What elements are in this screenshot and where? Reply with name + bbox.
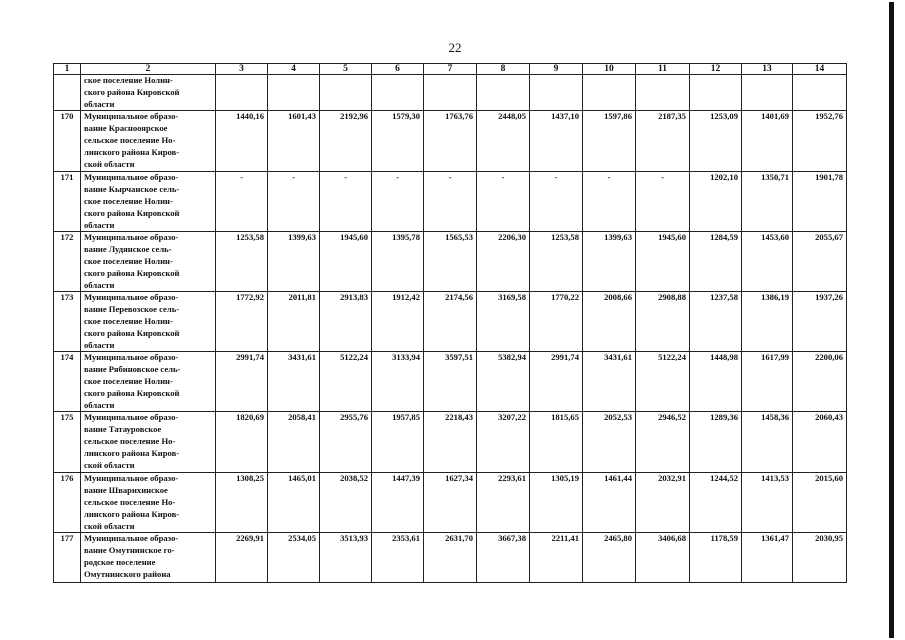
value-cell: 2055,67: [793, 232, 847, 292]
municipality-name: [81, 75, 216, 111]
value-cell: 1448,98: [690, 352, 742, 412]
value-cell: 3597,51: [424, 352, 477, 412]
municipality-name-line: вание Омутнинское го-: [84, 545, 175, 556]
value-cell: 1386,19: [742, 292, 793, 352]
value-cell: 2032,91: [636, 473, 690, 533]
value-cell: [583, 75, 636, 111]
municipality-name-line: сельское поселение Но-: [84, 134, 176, 145]
value-cell: 2011,81: [268, 292, 320, 352]
value-cell: [477, 75, 530, 111]
municipality-name-line: Муниципальное образо-: [84, 172, 179, 183]
column-header: 4: [268, 64, 320, 75]
value-cell: 3169,58: [477, 292, 530, 352]
municipality-name-line: линского района Киров-: [84, 447, 180, 458]
municipality-name: [81, 412, 216, 473]
value-cell: 2991,74: [216, 352, 268, 412]
value-cell: 1305,19: [530, 473, 583, 533]
value-cell: 2946,52: [636, 412, 690, 473]
municipality-name-line: ское поселение Нолин-: [84, 255, 173, 266]
row-number: 175: [54, 412, 81, 473]
value-cell: 2211,41: [530, 533, 583, 583]
value-cell: [690, 75, 742, 111]
value-cell: 3406,68: [636, 533, 690, 583]
table-row: [54, 172, 847, 232]
value-cell: [793, 75, 847, 111]
value-cell: 1617,99: [742, 352, 793, 412]
value-cell: [320, 75, 372, 111]
value-cell: [742, 75, 793, 111]
value-cell: 2174,56: [424, 292, 477, 352]
table-row: [54, 292, 847, 352]
municipality-name-line: Муниципальное образо-: [84, 412, 179, 423]
municipality-name: [81, 172, 216, 232]
value-cell: 3133,94: [372, 352, 424, 412]
value-cell: 2192,96: [320, 111, 372, 172]
value-cell: 1772,92: [216, 292, 268, 352]
table-row: [54, 473, 847, 533]
value-cell: 5122,24: [636, 352, 690, 412]
value-cell: 1579,30: [372, 111, 424, 172]
value-cell: 1453,60: [742, 232, 793, 292]
municipality-name-line: ского района Кировской: [84, 86, 180, 97]
value-cell: 1253,58: [216, 232, 268, 292]
value-cell: 1952,76: [793, 111, 847, 172]
table-row: [54, 111, 847, 172]
row-number: 170: [54, 111, 81, 172]
value-cell: 2058,41: [268, 412, 320, 473]
value-cell: 1820,69: [216, 412, 268, 473]
value-cell: 1413,53: [742, 473, 793, 533]
municipality-name-line: сельское поселение Но-: [84, 435, 176, 446]
value-cell: 2052,53: [583, 412, 636, 473]
value-cell: -: [320, 172, 372, 232]
column-header: 6: [372, 64, 424, 75]
municipality-name-line: ской области: [84, 459, 135, 470]
value-cell: 1289,36: [690, 412, 742, 473]
municipality-name-line: Муниципальное образо-: [84, 292, 179, 303]
value-cell: 2187,35: [636, 111, 690, 172]
value-cell: 1770,22: [530, 292, 583, 352]
value-cell: 3431,61: [268, 352, 320, 412]
municipality-name-line: ское поселение Нолин-: [84, 75, 173, 85]
municipality-name-line: области: [84, 399, 115, 410]
value-cell: 5122,24: [320, 352, 372, 412]
row-number: 173: [54, 292, 81, 352]
column-header: 12: [690, 64, 742, 75]
municipality-name: [81, 292, 216, 352]
value-cell: 1601,43: [268, 111, 320, 172]
table-row: [54, 232, 847, 292]
municipality-name: [81, 232, 216, 292]
value-cell: 1465,01: [268, 473, 320, 533]
value-cell: 2218,43: [424, 412, 477, 473]
municipality-name: [81, 352, 216, 412]
value-cell: 1945,60: [636, 232, 690, 292]
value-cell: 1627,34: [424, 473, 477, 533]
value-cell: 5382,94: [477, 352, 530, 412]
municipality-name-line: линского района Киров-: [84, 146, 180, 157]
municipality-name-line: Муниципальное образо-: [84, 111, 179, 122]
value-cell: 1178,59: [690, 533, 742, 583]
value-cell: 1901,78: [793, 172, 847, 232]
column-header: 10: [583, 64, 636, 75]
municipality-name-line: ского района Кировской: [84, 387, 180, 398]
value-cell: 2955,76: [320, 412, 372, 473]
value-cell: 1937,26: [793, 292, 847, 352]
value-cell: -: [477, 172, 530, 232]
municipality-name: [81, 111, 216, 172]
value-cell: 1440,16: [216, 111, 268, 172]
value-cell: 3207,22: [477, 412, 530, 473]
municipality-name-line: вание Краснооярское: [84, 123, 168, 134]
value-cell: 3431,61: [583, 352, 636, 412]
value-cell: 2200,06: [793, 352, 847, 412]
value-cell: [268, 75, 320, 111]
column-header: 1: [54, 64, 81, 75]
value-cell: 1253,58: [530, 232, 583, 292]
municipality-name-line: родское поселение: [84, 556, 156, 567]
value-cell: -: [530, 172, 583, 232]
value-cell: 1447,39: [372, 473, 424, 533]
value-cell: 1458,36: [742, 412, 793, 473]
value-cell: 1401,69: [742, 111, 793, 172]
municipality-name-line: области: [84, 98, 115, 109]
value-cell: 2534,05: [268, 533, 320, 583]
value-cell: 1912,42: [372, 292, 424, 352]
municipality-name-line: ское поселение Нолин-: [84, 375, 173, 386]
value-cell: 2038,52: [320, 473, 372, 533]
municipality-name-line: сельское поселение Но-: [84, 496, 176, 507]
value-cell: 2015,60: [793, 473, 847, 533]
row-number: 176: [54, 473, 81, 533]
municipality-name-line: ской области: [84, 158, 135, 169]
value-cell: -: [636, 172, 690, 232]
column-header: 5: [320, 64, 372, 75]
value-cell: [636, 75, 690, 111]
column-header: 2: [81, 64, 216, 75]
value-cell: 2293,61: [477, 473, 530, 533]
value-cell: -: [372, 172, 424, 232]
header-row: [54, 64, 847, 75]
column-header: 14: [793, 64, 847, 75]
value-cell: 1399,63: [268, 232, 320, 292]
municipality-name-line: ское поселение Нолин-: [84, 195, 173, 206]
value-cell: [424, 75, 477, 111]
value-cell: 1957,85: [372, 412, 424, 473]
value-cell: 1395,78: [372, 232, 424, 292]
data-table: [53, 63, 847, 583]
value-cell: 1597,86: [583, 111, 636, 172]
value-cell: 1565,53: [424, 232, 477, 292]
right-edge-rule: [889, 2, 894, 638]
page-number: 22: [448, 40, 462, 55]
value-cell: -: [216, 172, 268, 232]
column-header: 11: [636, 64, 690, 75]
table-row: [54, 352, 847, 412]
row-number: 172: [54, 232, 81, 292]
value-cell: 2353,61: [372, 533, 424, 583]
municipality-name-line: вание Кырчанское сель-: [84, 184, 180, 195]
municipality-name-line: линского района Киров-: [84, 508, 180, 519]
value-cell: 2631,70: [424, 533, 477, 583]
value-cell: -: [583, 172, 636, 232]
value-cell: 1253,09: [690, 111, 742, 172]
municipality-name-line: области: [84, 219, 115, 230]
column-header: 8: [477, 64, 530, 75]
value-cell: 2008,66: [583, 292, 636, 352]
value-cell: 1244,52: [690, 473, 742, 533]
municipality-name: [81, 533, 216, 583]
value-cell: 1202,10: [690, 172, 742, 232]
municipality-name-line: Муниципальное образо-: [84, 232, 179, 243]
municipality-name-line: Муниципальное образо-: [84, 473, 179, 484]
municipality-name-line: ского района Кировской: [84, 207, 180, 218]
municipality-name-line: области: [84, 339, 115, 350]
row-number: 174: [54, 352, 81, 412]
municipality-name-line: вание Рябиновское сель-: [84, 364, 181, 375]
municipality-name-line: области: [84, 279, 115, 290]
value-cell: [372, 75, 424, 111]
value-cell: 1815,65: [530, 412, 583, 473]
row-number: 171: [54, 172, 81, 232]
value-cell: 3667,38: [477, 533, 530, 583]
value-cell: [530, 75, 583, 111]
municipality-name-line: вание Шварихинское: [84, 485, 168, 496]
column-header: 3: [216, 64, 268, 75]
value-cell: 1350,71: [742, 172, 793, 232]
value-cell: [216, 75, 268, 111]
value-cell: 3513,93: [320, 533, 372, 583]
municipality-name-line: Омутнинского района: [84, 568, 171, 579]
value-cell: 2060,43: [793, 412, 847, 473]
municipality-name: [81, 473, 216, 533]
table-row: [54, 75, 847, 111]
table-body: [54, 75, 847, 583]
value-cell: 2269,91: [216, 533, 268, 583]
municipality-name-line: вание Перевозское сель-: [84, 304, 180, 315]
municipality-name-line: ского района Кировской: [84, 327, 180, 338]
value-cell: 1945,60: [320, 232, 372, 292]
value-cell: 1308,25: [216, 473, 268, 533]
municipality-name-line: ской области: [84, 520, 135, 531]
value-cell: 1361,47: [742, 533, 793, 583]
column-header: 13: [742, 64, 793, 75]
value-cell: 2913,83: [320, 292, 372, 352]
value-cell: -: [424, 172, 477, 232]
value-cell: 2030,95: [793, 533, 847, 583]
municipality-name-line: вание Лудянское сель-: [84, 244, 172, 255]
table-row: [54, 533, 847, 583]
value-cell: 2908,88: [636, 292, 690, 352]
municipality-name-line: Муниципальное образо-: [84, 533, 179, 544]
column-header: 7: [424, 64, 477, 75]
value-cell: 1763,76: [424, 111, 477, 172]
row-number: 177: [54, 533, 81, 583]
value-cell: 1284,59: [690, 232, 742, 292]
value-cell: -: [268, 172, 320, 232]
column-header: 9: [530, 64, 583, 75]
value-cell: 2991,74: [530, 352, 583, 412]
municipality-name-line: Муниципальное образо-: [84, 352, 179, 363]
municipality-name-line: ского района Кировской: [84, 267, 180, 278]
municipality-name-line: вание Татауровское: [84, 424, 162, 435]
value-cell: 2206,30: [477, 232, 530, 292]
value-cell: 1461,44: [583, 473, 636, 533]
value-cell: 1237,58: [690, 292, 742, 352]
municipality-name-line: ское поселение Нолин-: [84, 315, 173, 326]
value-cell: 1437,10: [530, 111, 583, 172]
value-cell: 2448,05: [477, 111, 530, 172]
table-row: [54, 412, 847, 473]
value-cell: 1399,63: [583, 232, 636, 292]
row-number: [54, 75, 81, 111]
value-cell: 2465,80: [583, 533, 636, 583]
